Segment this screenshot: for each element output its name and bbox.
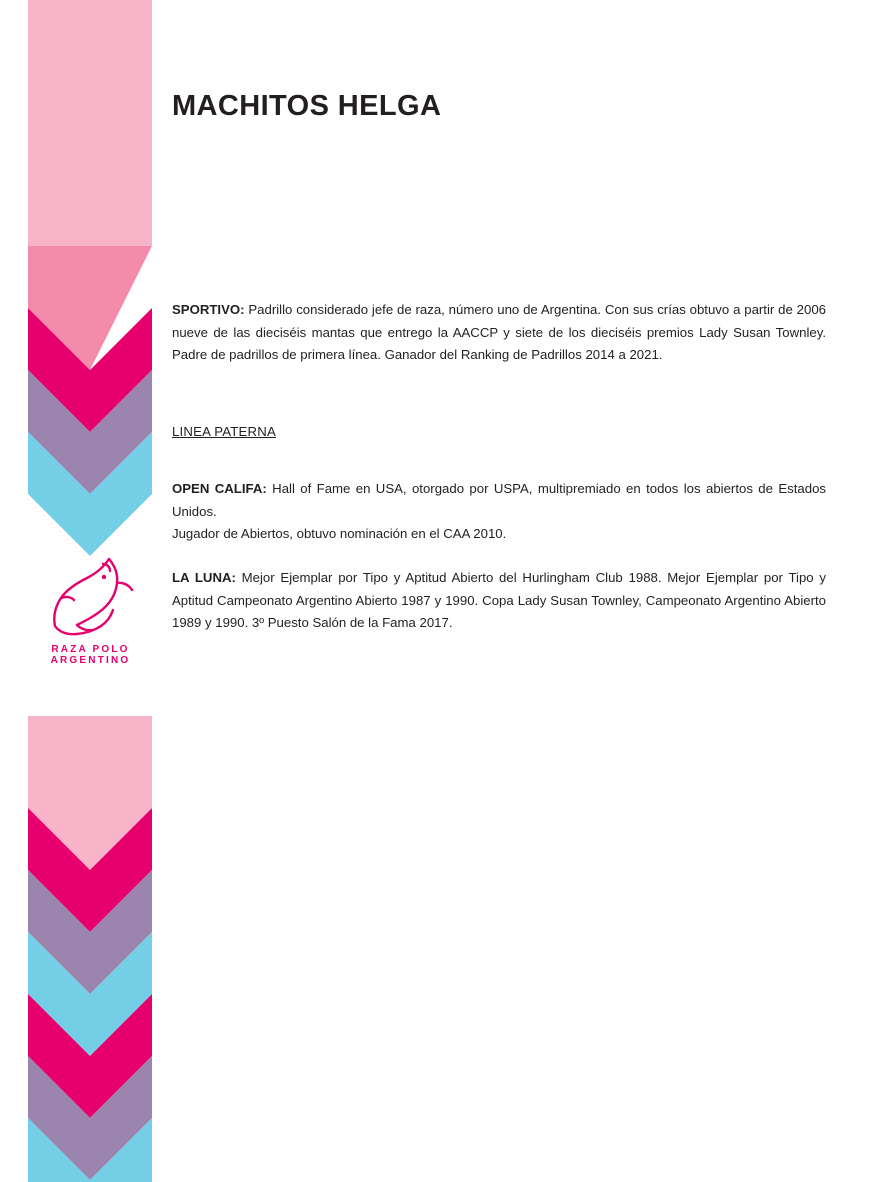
paragraph-open-califa-text: Hall of Fame en USA, otorgado por USPA, multipremiado en todos los abiertos de Estados Unidos. <box>172 481 826 519</box>
logo <box>28 552 153 692</box>
ribbon-shape-pink-light-top <box>28 0 152 246</box>
paragraph-open-califa-label: OPEN CALIFA: <box>172 481 267 497</box>
paragraph-sportivo-label: SPORTIVO: <box>172 302 245 318</box>
paragraph-open-califa <box>172 478 826 546</box>
paragraph-la-luna <box>172 567 826 635</box>
section-heading-linea-paterna: LINEA PATERNA <box>172 424 276 439</box>
horse-head-icon <box>37 552 145 644</box>
logo-line-2: ARGENTINO <box>50 655 131 666</box>
logo-line-1: RAZA POLO <box>51 644 130 655</box>
paragraph-la-luna-label: LA LUNA: <box>172 570 236 586</box>
paragraph-sportivo <box>172 299 826 367</box>
paragraph-sportivo-text: Padrillo considerado jefe de raza, número uno de Argentina. Con sus crías obtuvo a partir de 2006 nueve de las dieciséis mantas que entrego la AACCP y siete de los dieciséis premios Lady Susan Townley. Padre de padrillos de primera línea. Ganador del Ranking de Padrillos 2014 a 2021. <box>172 302 826 363</box>
paragraph-open-califa-text-line2: Jugador de Abiertos, obtuvo nominación en el CAA 2010. <box>172 526 507 542</box>
page-title: MACHITOS HELGA <box>172 90 442 122</box>
paragraph-la-luna-text: Mejor Ejemplar por Tipo y Aptitud Abierto del Hurlingham Club 1988. Mejor Ejemplar por Tipo y Aptitud Campeonato Argentino Abierto 1987 y 1990. Copa Lady Susan Townley, Campeonato Argentino Abierto 1989 y 1990. 3º Puesto Salón de la Fama 2017. <box>172 570 826 631</box>
